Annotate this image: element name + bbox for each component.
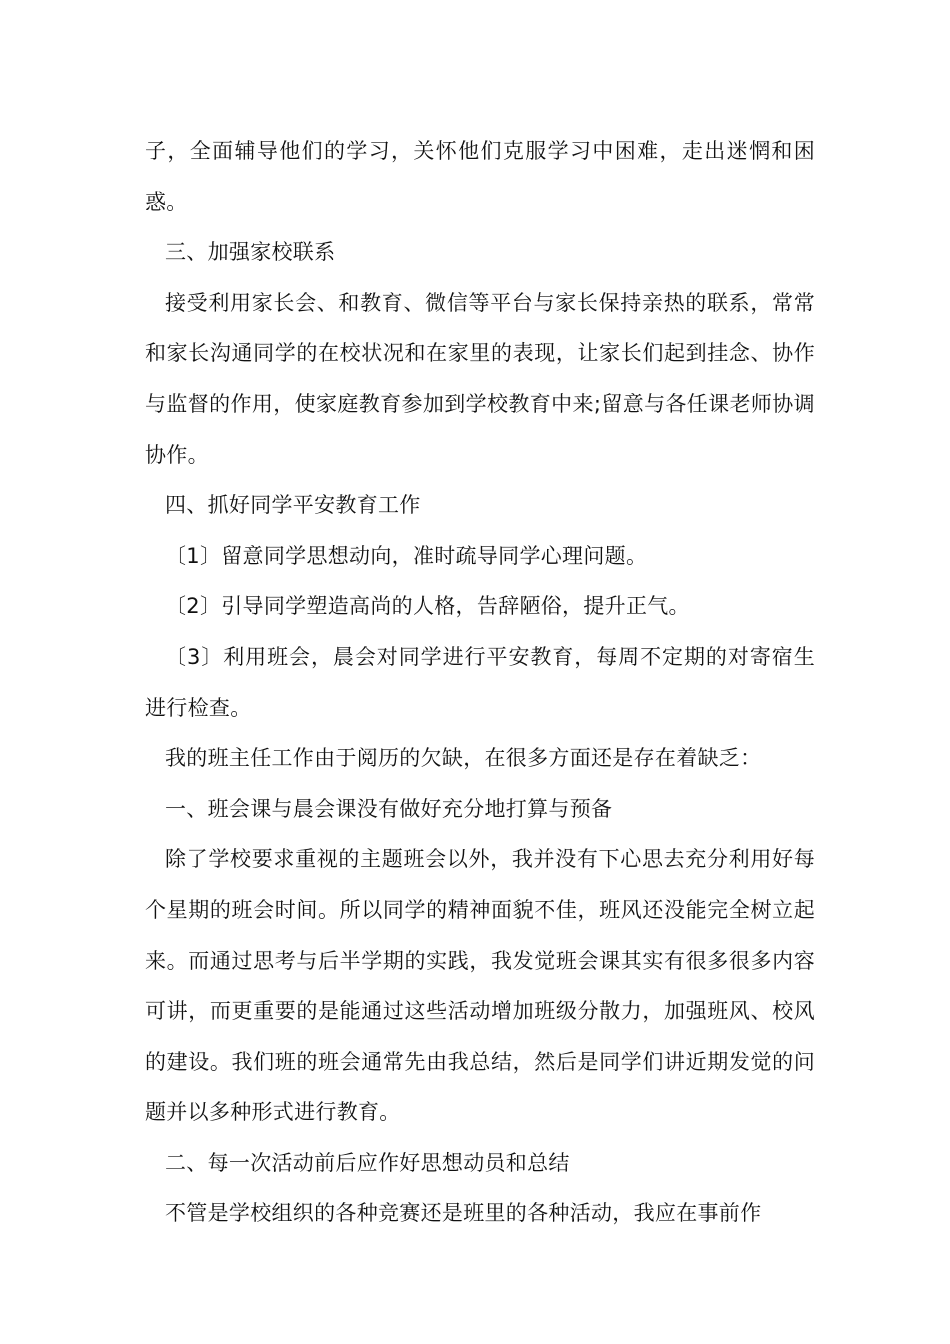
list-item-3: 〔3〕利用班会，晨会对同学进行平安教育，每周不定期的对寄宿生进行检查。 [145, 644, 815, 720]
list-item-1: 〔1〕留意同学思想动向，准时疏导同学心理问题。 [165, 543, 648, 568]
section-heading-home-school: 三、加强家校联系 [165, 240, 336, 265]
paragraph-home-school: 接受利用家长会、和教育、微信等平台与家长保持亲热的联系，常常和家长沟通同学的在校状况和在家里的表现，让家长们起到挂念、协作与监督的作用，使家庭教育参加到学校教育中来;留意与各任课老师协调协作。 [145, 290, 815, 467]
section-heading-class-meeting: 一、班会课与晨会课没有做好充分地打算与预备 [165, 796, 613, 821]
paragraph-activities: 不管是学校组织的各种竞赛还是班里的各种活动，我应在事前作 [165, 1201, 762, 1226]
section-heading-safety: 四、抓好同学平安教育工作 [165, 493, 421, 518]
list-item-2: 〔2〕引导同学塑造高尚的人格，告辞陋俗，提升正气。 [165, 594, 690, 619]
paragraph-shortcomings-intro: 我的班主任工作由于阅历的欠缺，在很多方面还是存在着缺乏： [165, 746, 762, 771]
section-heading-activities: 二、每一次活动前后应作好思想动员和总结 [165, 1150, 570, 1175]
document-body [145, 126, 815, 1239]
paragraph-continuation: 子，全面辅导他们的学习，关怀他们克服学习中困难，走出迷惘和困惑。 [145, 139, 815, 214]
paragraph-class-meeting: 除了学校要求重视的主题班会以外，我并没有下心思去充分利用好每个星期的班会时间。所以同学的精神面貌不佳，班风还没能完全树立起来。而通过思考与后半学期的实践，我发觉班会课其实有很多很多内容可讲，而更重要的是能通过这些活动增加班级分散力，加强班风、校风的建设。我们班的班会通常先由我总结，然后是同学们讲近期发觉的问题并以多种形式进行教育。 [145, 847, 815, 1125]
